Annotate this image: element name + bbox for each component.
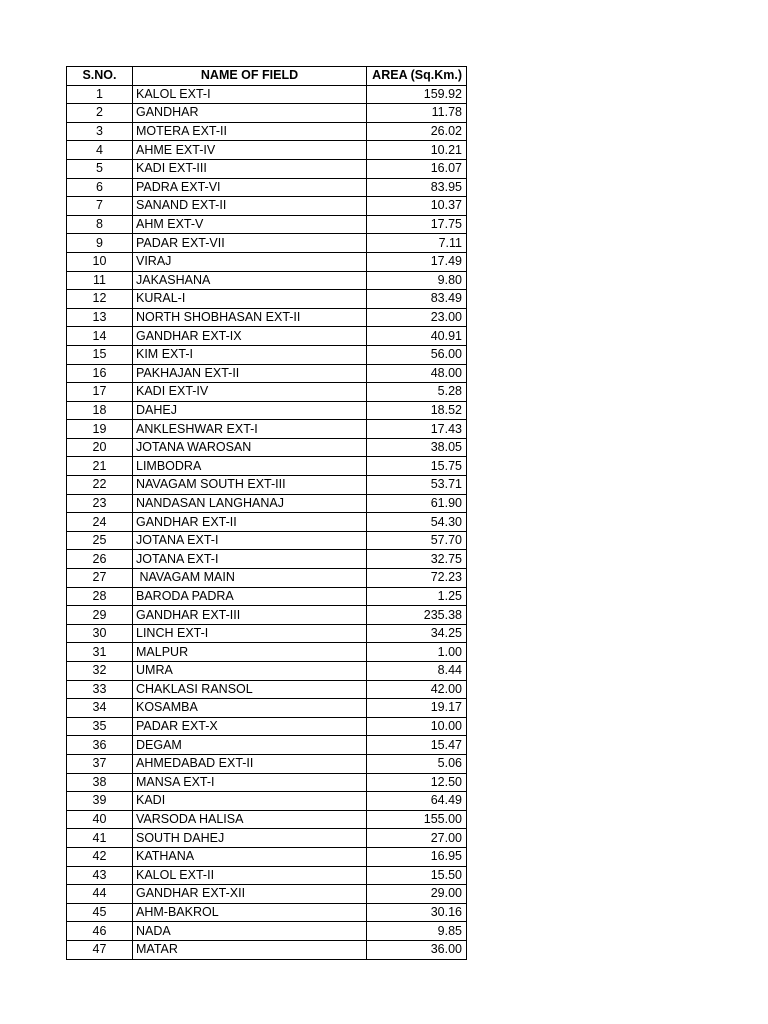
table-row [67,141,467,160]
cell-sno: 39 [67,792,133,811]
table-row [67,345,467,364]
table-row [67,662,467,681]
cell-area: 53.71 [367,476,467,495]
cell-area: 17.43 [367,420,467,439]
cell-field-name: KIM EXT-I [133,345,367,364]
cell-field-name: KADI EXT-III [133,159,367,178]
cell-field-name: GANDHAR EXT-XII [133,885,367,904]
cell-field-name: GANDHAR EXT-III [133,606,367,625]
table-row [67,308,467,327]
cell-area: 7.11 [367,234,467,253]
cell-area: 64.49 [367,792,467,811]
cell-area: 8.44 [367,662,467,681]
table-row [67,457,467,476]
cell-area: 159.92 [367,85,467,104]
table-body [67,85,467,959]
cell-area: 10.00 [367,717,467,736]
cell-sno: 33 [67,680,133,699]
cell-sno: 6 [67,178,133,197]
table-row [67,606,467,625]
cell-field-name: MOTERA EXT-II [133,122,367,141]
cell-area: 15.75 [367,457,467,476]
cell-field-name: AHMEDABAD EXT-II [133,754,367,773]
cell-sno: 5 [67,159,133,178]
table-row [67,587,467,606]
cell-sno: 18 [67,401,133,420]
table-row [67,624,467,643]
cell-area: 34.25 [367,624,467,643]
cell-field-name: MATAR [133,940,367,959]
cell-field-name: JOTANA EXT-I [133,550,367,569]
cell-field-name: KALOL EXT-I [133,85,367,104]
cell-field-name: SANAND EXT-II [133,197,367,216]
cell-field-name: NAVAGAM SOUTH EXT-III [133,476,367,495]
cell-area: 27.00 [367,829,467,848]
cell-field-name: JAKASHANA [133,271,367,290]
cell-sno: 28 [67,587,133,606]
cell-area: 16.07 [367,159,467,178]
table-row [67,810,467,829]
cell-area: 18.52 [367,401,467,420]
cell-sno: 17 [67,383,133,402]
table-row [67,643,467,662]
cell-area: 12.50 [367,773,467,792]
table-row [67,792,467,811]
table-row [67,85,467,104]
cell-field-name: NADA [133,922,367,941]
cell-field-name: VARSODA HALISA [133,810,367,829]
field-area-table [66,66,467,960]
cell-sno: 8 [67,215,133,234]
table-row [67,252,467,271]
cell-sno: 11 [67,271,133,290]
cell-field-name: KOSAMBA [133,699,367,718]
cell-sno: 12 [67,290,133,309]
cell-field-name: KADI [133,792,367,811]
cell-sno: 30 [67,624,133,643]
cell-sno: 29 [67,606,133,625]
cell-area: 40.91 [367,327,467,346]
cell-area: 19.17 [367,699,467,718]
cell-area: 30.16 [367,903,467,922]
table-row [67,903,467,922]
cell-area: 5.28 [367,383,467,402]
cell-area: 83.49 [367,290,467,309]
cell-field-name: DAHEJ [133,401,367,420]
cell-field-name: UMRA [133,662,367,681]
cell-area: 23.00 [367,308,467,327]
cell-area: 1.00 [367,643,467,662]
cell-area: 29.00 [367,885,467,904]
cell-field-name: PADRA EXT-VI [133,178,367,197]
cell-area: 11.78 [367,104,467,123]
cell-field-name: BARODA PADRA [133,587,367,606]
table-row [67,513,467,532]
cell-area: 155.00 [367,810,467,829]
cell-sno: 40 [67,810,133,829]
cell-area: 15.50 [367,866,467,885]
cell-field-name: DEGAM [133,736,367,755]
table-row [67,197,467,216]
cell-area: 10.37 [367,197,467,216]
cell-field-name: VIRAJ [133,252,367,271]
table-row [67,680,467,699]
cell-sno: 45 [67,903,133,922]
table-row [67,420,467,439]
cell-field-name: KURAL-I [133,290,367,309]
table-row [67,550,467,569]
cell-field-name: CHAKLASI RANSOL [133,680,367,699]
cell-sno: 42 [67,847,133,866]
table-row [67,215,467,234]
cell-field-name: GANDHAR EXT-IX [133,327,367,346]
table-row [67,438,467,457]
cell-area: 235.38 [367,606,467,625]
table-row [67,717,467,736]
table-row [67,754,467,773]
cell-sno: 31 [67,643,133,662]
table-row [67,234,467,253]
table-row [67,940,467,959]
cell-field-name: JOTANA WAROSAN [133,438,367,457]
table-row [67,327,467,346]
cell-area: 38.05 [367,438,467,457]
cell-sno: 19 [67,420,133,439]
table-row [67,271,467,290]
cell-field-name: AHM EXT-V [133,215,367,234]
cell-sno: 25 [67,531,133,550]
cell-field-name: KALOL EXT-II [133,866,367,885]
cell-area: 15.47 [367,736,467,755]
cell-field-name: PAKHAJAN EXT-II [133,364,367,383]
cell-sno: 32 [67,662,133,681]
cell-sno: 10 [67,252,133,271]
cell-sno: 2 [67,104,133,123]
cell-area: 9.85 [367,922,467,941]
table-row [67,383,467,402]
cell-area: 54.30 [367,513,467,532]
cell-area: 32.75 [367,550,467,569]
cell-area: 16.95 [367,847,467,866]
cell-field-name: GANDHAR EXT-II [133,513,367,532]
cell-field-name: NORTH SHOBHASAN EXT-II [133,308,367,327]
cell-field-name: NAVAGAM MAIN [133,569,367,588]
cell-area: 56.00 [367,345,467,364]
table-row [67,866,467,885]
cell-area: 9.80 [367,271,467,290]
cell-sno: 13 [67,308,133,327]
table-row [67,290,467,309]
table-row [67,159,467,178]
cell-sno: 20 [67,438,133,457]
cell-sno: 22 [67,476,133,495]
cell-area: 72.23 [367,569,467,588]
cell-field-name: SOUTH DAHEJ [133,829,367,848]
cell-field-name: LINCH EXT-I [133,624,367,643]
table-row [67,847,467,866]
cell-sno: 24 [67,513,133,532]
table-row [67,401,467,420]
cell-area: 83.95 [367,178,467,197]
cell-sno: 43 [67,866,133,885]
cell-sno: 4 [67,141,133,160]
table-row [67,364,467,383]
cell-field-name: PADAR EXT-VII [133,234,367,253]
table-row [67,885,467,904]
cell-sno: 16 [67,364,133,383]
cell-field-name: PADAR EXT-X [133,717,367,736]
cell-sno: 46 [67,922,133,941]
cell-area: 36.00 [367,940,467,959]
cell-sno: 15 [67,345,133,364]
cell-area: 10.21 [367,141,467,160]
cell-sno: 47 [67,940,133,959]
table-header-row [67,67,467,86]
cell-sno: 14 [67,327,133,346]
cell-sno: 35 [67,717,133,736]
cell-field-name: KADI EXT-IV [133,383,367,402]
cell-field-name: ANKLESHWAR EXT-I [133,420,367,439]
cell-sno: 3 [67,122,133,141]
cell-sno: 41 [67,829,133,848]
cell-sno: 23 [67,494,133,513]
cell-field-name: MALPUR [133,643,367,662]
cell-sno: 7 [67,197,133,216]
column-header-sno: S.NO. [67,67,133,86]
cell-area: 17.49 [367,252,467,271]
table-row [67,922,467,941]
cell-sno: 26 [67,550,133,569]
table-row [67,699,467,718]
cell-sno: 34 [67,699,133,718]
column-header-area: AREA (Sq.Km.) [367,67,467,86]
cell-field-name: NANDASAN LANGHANAJ [133,494,367,513]
table-row [67,122,467,141]
cell-area: 17.75 [367,215,467,234]
cell-sno: 44 [67,885,133,904]
cell-field-name: JOTANA EXT-I [133,531,367,550]
cell-sno: 1 [67,85,133,104]
table-row [67,569,467,588]
cell-area: 26.02 [367,122,467,141]
table-row [67,178,467,197]
cell-field-name: GANDHAR [133,104,367,123]
cell-field-name: AHME EXT-IV [133,141,367,160]
table-row [67,476,467,495]
table-row [67,494,467,513]
cell-area: 1.25 [367,587,467,606]
cell-area: 57.70 [367,531,467,550]
cell-field-name: MANSA EXT-I [133,773,367,792]
cell-sno: 36 [67,736,133,755]
cell-sno: 38 [67,773,133,792]
table-row [67,531,467,550]
cell-field-name: KATHANA [133,847,367,866]
cell-sno: 21 [67,457,133,476]
cell-area: 5.06 [367,754,467,773]
cell-field-name: AHM-BAKROL [133,903,367,922]
cell-area: 61.90 [367,494,467,513]
spreadsheet-page [66,66,466,960]
table-row [67,773,467,792]
table-row [67,829,467,848]
cell-field-name: LIMBODRA [133,457,367,476]
cell-area: 48.00 [367,364,467,383]
cell-sno: 9 [67,234,133,253]
cell-area: 42.00 [367,680,467,699]
cell-sno: 27 [67,569,133,588]
table-row [67,104,467,123]
cell-sno: 37 [67,754,133,773]
column-header-name: NAME OF FIELD [133,67,367,86]
table-row [67,736,467,755]
